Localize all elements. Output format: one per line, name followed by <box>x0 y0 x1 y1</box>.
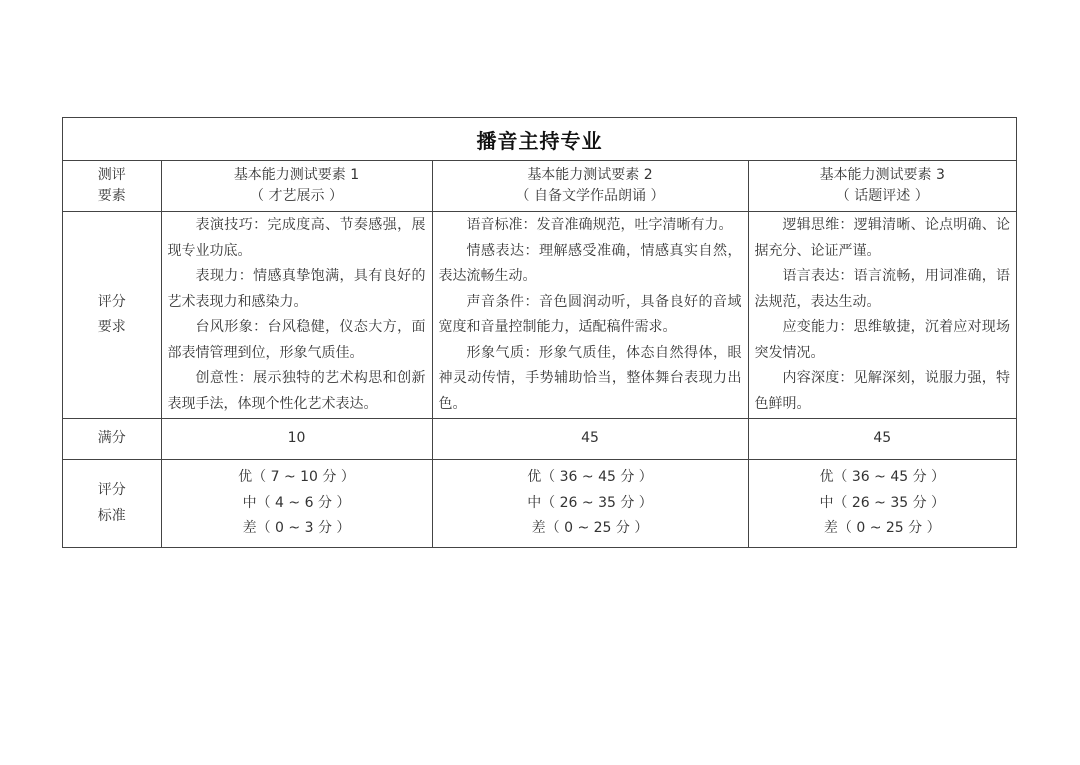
requirements-row <box>63 212 1016 419</box>
requirement-item: 应变能力：思维敏捷，沉着应对现场突发情况。 <box>754 319 1010 361</box>
scoring-table <box>62 117 1017 548</box>
full-score-label: 满分 <box>63 419 161 460</box>
requirement-item: 逻辑思维：逻辑清晰、论点明确、论据充分、论证严谨。 <box>754 217 1010 259</box>
standards-label-line: 标准 <box>97 507 126 524</box>
requirements-label-line: 评分 <box>97 293 126 310</box>
header-label-line: 要素 <box>97 188 126 204</box>
header-cell-2 <box>432 161 748 212</box>
requirements-label-line: 要求 <box>97 319 126 335</box>
header-cell-3 <box>748 161 1016 212</box>
standards-label-line: 评分 <box>97 482 126 498</box>
requirement-item: 内容深度：见解深刻，说服力强，特色鲜明。 <box>754 370 1010 412</box>
standards-row <box>63 460 1016 548</box>
grade-band: 差（ 0 ~ 3 分 ） <box>242 520 351 537</box>
requirement-item: 情感表达：理解感受准确，情感真实自然，表达流畅生动。 <box>438 242 742 284</box>
full-score-value-3: 45 <box>748 419 1016 460</box>
requirement-item: 语言表达：语言流畅，用词准确，语法规范，表达生动。 <box>754 268 1010 310</box>
requirements-cell-2 <box>432 212 748 419</box>
full-score-row <box>63 419 1016 460</box>
grade-band: 优（ 36 ~ 45 分 ） <box>527 469 653 486</box>
grade-band: 差（ 0 ~ 25 分 ） <box>823 520 941 537</box>
criteria-grid <box>63 161 1016 547</box>
header-element-name: 基本能力测试要素 1 <box>233 167 360 183</box>
standards-cell-3 <box>748 460 1016 548</box>
header-label-line: 测评 <box>97 167 126 183</box>
requirement-item: 台风形象：台风稳健，仪态大方，面部表情管理到位，形象气质佳。 <box>167 319 426 361</box>
requirement-item: 表现力：情感真挚饱满，具有良好的艺术表现力和感染力。 <box>167 268 426 310</box>
grade-band: 差（ 0 ~ 25 分 ） <box>531 520 649 537</box>
grade-band: 中（ 26 ~ 35 分 ） <box>527 494 653 511</box>
header-element-sub: （ 自备文学作品朗诵 ） <box>515 188 665 204</box>
standards-label-cell <box>63 460 161 548</box>
requirement-item: 声音条件：音色圆润动听，具备良好的音域宽度和音量控制能力，适配稿件需求。 <box>438 293 742 335</box>
requirements-label-cell <box>63 212 161 419</box>
grade-band: 优（ 7 ~ 10 分 ） <box>238 469 355 486</box>
header-element-name: 基本能力测试要素 2 <box>527 167 653 183</box>
requirement-item: 表演技巧：完成度高、节奏感强，展现专业功底。 <box>167 217 426 259</box>
full-score-value-1: 10 <box>161 419 432 460</box>
header-label-cell <box>63 161 161 212</box>
header-element-sub: （ 话题评述 ） <box>835 188 929 204</box>
table-title: 播音主持专业 <box>63 118 1016 161</box>
requirements-cell-3 <box>748 212 1016 419</box>
grade-band: 中（ 26 ~ 35 分 ） <box>819 494 946 511</box>
header-cell-1 <box>161 161 432 212</box>
grade-band: 优（ 36 ~ 45 分 ） <box>819 469 946 486</box>
header-row <box>63 161 1016 212</box>
standards-cell-2 <box>432 460 748 548</box>
requirement-item: 语音标准：发音准确规范，吐字清晰有力。 <box>466 217 733 233</box>
requirement-item: 创意性：展示独特的艺术构思和创新表现手法，体现个性化艺术表达。 <box>167 370 426 412</box>
requirements-cell-1 <box>161 212 432 419</box>
full-score-value-2: 45 <box>432 419 748 460</box>
grade-band: 中（ 4 ~ 6 分 ） <box>242 494 351 511</box>
header-element-name: 基本能力测试要素 3 <box>819 167 945 183</box>
standards-cell-1 <box>161 460 432 548</box>
header-element-sub: （ 才艺展示 ） <box>250 188 343 204</box>
requirement-item: 形象气质：形象气质佳，体态自然得体，眼神灵动传情，手势辅助恰当，整体舞台表现力出色。 <box>438 344 742 412</box>
